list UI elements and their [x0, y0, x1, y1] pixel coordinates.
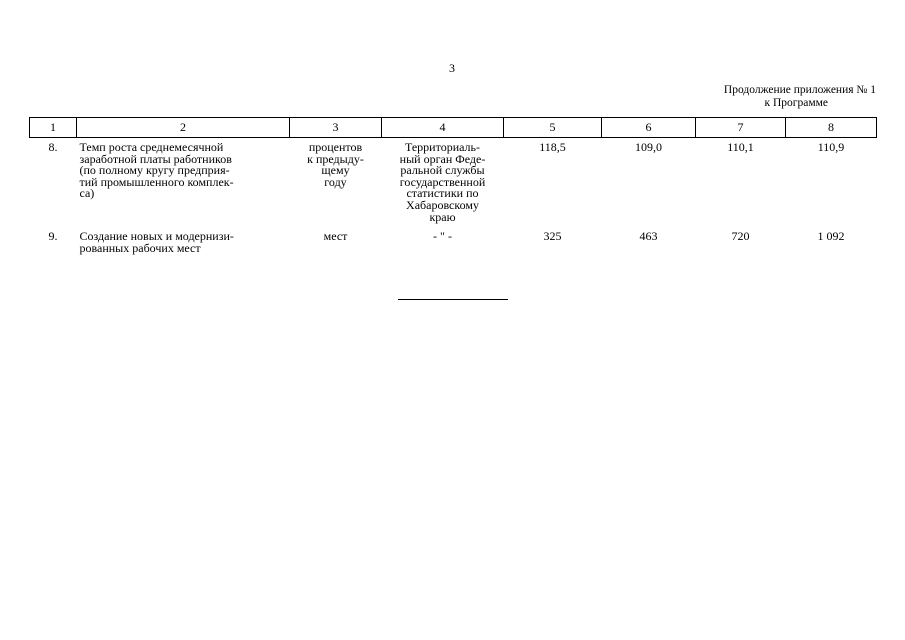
source-line: краю [429, 209, 456, 224]
unit-line: мест [323, 229, 348, 244]
unit-line: процентов [308, 140, 363, 154]
table-row [30, 227, 877, 258]
column-header: 7 [696, 118, 786, 138]
value-cell: 463 [639, 229, 658, 244]
indicator-name-line: заработной платы работников [79, 151, 232, 166]
appendix-note-line-2: к Программе [764, 97, 828, 109]
appendix-note-line-1: Продолжение приложения № 1 [723, 84, 876, 96]
column-header: 2 [77, 118, 290, 138]
value-cell: 109,0 [635, 140, 662, 154]
indicator-name-line: (по полному кругу предприя- [79, 163, 230, 178]
column-header: 3 [290, 118, 382, 138]
appendix-continuation-note [680, 84, 876, 110]
source-line: статистики по [406, 186, 479, 201]
value-cell: 110,9 [817, 140, 845, 154]
source-line: - " - [433, 229, 452, 244]
source-line: Территориаль- [404, 140, 481, 154]
unit-line: щему [321, 163, 350, 178]
row-number: 9. [48, 229, 58, 244]
table-header-row [30, 118, 877, 138]
page-number: 3 [449, 61, 455, 75]
indicators-table [29, 117, 877, 258]
unit-of-measure [290, 138, 382, 228]
unit-line: году [324, 174, 347, 189]
source-line: ный орган Феде- [399, 151, 486, 166]
indicator-name-line: тий промышленного комплек- [79, 174, 234, 189]
value-cell: 110,1 [727, 140, 754, 154]
source-line: государственной [399, 174, 486, 189]
source-line: Хабаровскому [406, 197, 479, 212]
indicator-name-line: Создание новых и модернизи- [79, 229, 234, 244]
data-source [382, 227, 504, 258]
indicator-name-line: са) [79, 186, 95, 201]
column-header: 4 [382, 118, 504, 138]
row-number: 8. [48, 140, 58, 154]
value-cell: 1 092 [817, 229, 845, 244]
column-header: 1 [30, 118, 77, 138]
indicator-name-line: рованных рабочих мест [79, 240, 201, 255]
source-line: ральной службы [400, 163, 485, 178]
data-source [382, 138, 504, 228]
value-cell: 118,5 [539, 140, 566, 154]
end-of-table-rule [398, 299, 508, 300]
value-cell: 325 [543, 229, 562, 244]
column-header: 6 [602, 118, 696, 138]
indicator-name-line: Темп роста среднемесячной [79, 140, 224, 154]
column-header: 5 [504, 118, 602, 138]
table-row [30, 138, 877, 228]
indicator-name [77, 227, 290, 258]
unit-line: к предыду- [307, 151, 364, 166]
column-header: 8 [786, 118, 877, 138]
unit-of-measure [290, 227, 382, 258]
indicator-name [77, 138, 290, 228]
value-cell: 720 [731, 229, 750, 244]
